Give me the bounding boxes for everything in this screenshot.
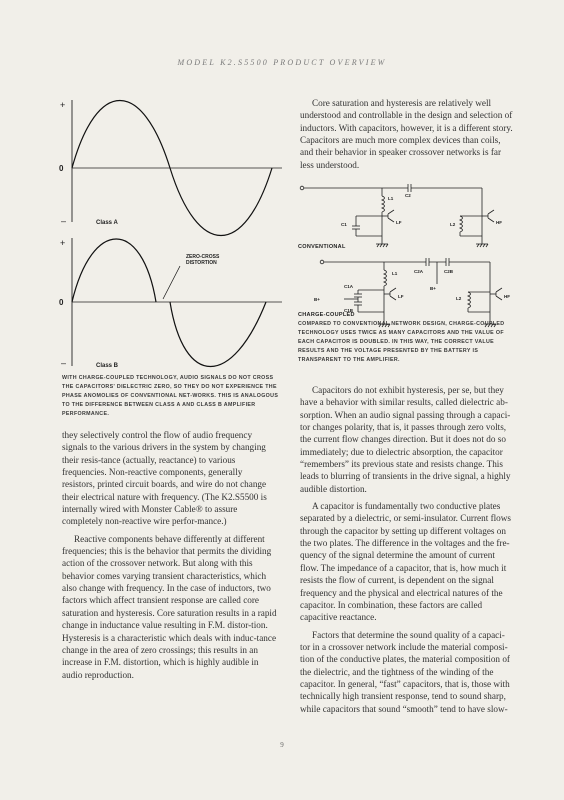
zero-cross-pointer bbox=[163, 266, 180, 299]
class-b-upper-half bbox=[72, 239, 156, 302]
left-paragraph-1: they selectively control the flow of audio frequency signals to the various drivers in the system by changing their resis-tance (actually, reactance) to various frequencies. Non-reactive components, generally resistors, printed circuit boards, and wire do not change their electrical nature with frequency. (The K2.S5500 is internally wired with Monster Cable® to assure completely non-reactive wire perfor-mance.) bbox=[62, 430, 267, 527]
cc-l2-label: L2 bbox=[456, 296, 462, 301]
right-column-body bbox=[300, 384, 514, 720]
class-a-plot bbox=[59, 100, 282, 236]
conventional-label: Conventional bbox=[298, 244, 346, 250]
class-a-label: Class A bbox=[96, 220, 118, 226]
right-top-paragraph: Core saturation and hysteresis are relatively well understood and controllable in the design and selection of inductors. With capacitors, however, it is a different story. Capacitors are much more complex devices than coils, and their behavior in speaker crossover networks is far less understood. bbox=[300, 98, 513, 170]
waveform-caption: WITH CHARGE-COUPLED TECHNOLOGY, AUDIO SIGNALS DO NOT CROSS THE CAPACITORS' DIELECTRIC ZERO, SO THEY DO NOT EXPERIENCE THE PHASE ANOMOLIES OF CONVENTIONAL NET-WORKS. THIS IS ANALOGOUS TO THE DIFFERENCE BETWEEN CLASS A AND CLASS B AMPLIFIER PERFORMANCE. bbox=[62, 375, 279, 417]
zero-cross-label-1: ZERO-CROSS bbox=[186, 254, 220, 260]
class-b-label: Class B bbox=[96, 363, 119, 368]
class-a-minus: – bbox=[61, 216, 67, 226]
right-column-top bbox=[300, 97, 514, 176]
circuit-caption: COMPARED TO CONVENTIONAL NETWORK DESIGN, CHARGE-COUPLED TECHNOLOGY USES TWICE AS MANY CAPACITORS AND THE VALUE OF EACH CAPACITOR IS DOUBLED. IN THIS WAY, THE CORRECT VALUE RESULTS AND THE VOLTAGE PRESENTED BY THE BATTERY IS TRANSPARENT TO THE AMPLIFIER. bbox=[298, 321, 505, 363]
conv-l1-label: L1 bbox=[388, 196, 394, 201]
conventional-network bbox=[300, 184, 494, 247]
charge-coupled-labels bbox=[314, 269, 510, 313]
crossover-circuit-diagram bbox=[296, 180, 521, 330]
conv-lf-label: LF bbox=[396, 220, 402, 225]
running-header: MODEL K2.S5500 PRODUCT OVERVIEW bbox=[177, 58, 387, 67]
page-number: 9 bbox=[280, 741, 284, 749]
conv-l2-label: L2 bbox=[450, 222, 456, 227]
right-paragraph-3: Factors that determine the sound quality of a capaci-tor in a crossover network include the material composi-tion of the conductive plates, the material composition of the dielectric, and the tightness of the winding of the capacitor. In general, “fast” capacitors, that is, those with technically high transient response, tend to sound sharp, while capacitors that sound “smooth” tend to have slow- bbox=[300, 629, 510, 714]
cc-c2b-label: C2B bbox=[444, 269, 454, 274]
class-a-zero: 0 bbox=[59, 164, 64, 173]
conv-hf-label: HF bbox=[496, 220, 502, 225]
cc-bplus1-label: B+ bbox=[314, 297, 320, 302]
right-paragraph-2: A capacitor is fundamentally two conductive plates separated by a dielectric, or semi-insulator. Current flows through the capacitor by setting up different voltages on the two plates. The difference in the voltages and the fre-quency of the signal determine the amount of current flow. The impedance of a capacitor, that is, how much it resists the flow of current, is dependent on the signal frequency and the physical and electrical natures of the capacitor. In combination, these factors are called capacitive reactance. bbox=[300, 501, 511, 623]
cc-lf-label: LF bbox=[398, 294, 404, 299]
cc-c2a-label: C2A bbox=[414, 269, 424, 274]
cc-l1-label: L1 bbox=[392, 271, 398, 276]
class-b-plus: + bbox=[60, 238, 66, 248]
right-paragraph-1: Capacitors do not exhibit hysteresis, per se, but they have a behavior with similar results, called dielectric ab-sorption. When an audio signal passing through a capaci-tor changes polarity, that is, it passes through zero volts, the current flow changes direction. But it does not do so immediately; due to dielectric absorption, the capacitor “remembers” its previous state and resists change. This leads to blurring of transients in the drive signal, a highly audible distortion. bbox=[300, 385, 511, 494]
zero-cross-label-2: DISTORTION bbox=[186, 260, 217, 266]
conv-c2-label: C2 bbox=[405, 193, 411, 198]
cc-c1a-label: C1A bbox=[344, 284, 354, 289]
class-b-minus: – bbox=[61, 358, 67, 368]
waveform-figure bbox=[52, 98, 322, 368]
cc-hf-label: HF bbox=[504, 294, 510, 299]
class-b-zero: 0 bbox=[59, 298, 64, 307]
class-b-plot bbox=[59, 238, 282, 368]
conv-c1-label: C1 bbox=[341, 222, 347, 227]
cc-c1b-label: C1B bbox=[344, 308, 354, 313]
left-column bbox=[62, 429, 277, 686]
left-paragraph-2: Reactive components behave differently at different frequencies; this is the behavior that permits the dividing action of the crossover network. But along with this behavior comes varying transient characteristics, which also change with frequency. In the case of inductors, two factors which affect transient response are called core saturation and hysteresis. Core saturation results in a rapid change in inductance value resulting in F.M. distor-tion. Hysteresis is a characteristic which deals with induc-tance change in the area of zero crossings; this results in an increase in F.M. distortion, which is highly audible in audio reproduction. bbox=[62, 533, 277, 680]
charge-coupled-label: CHARGE-COUPLED bbox=[298, 312, 355, 318]
cc-bplus2-label: B+ bbox=[430, 286, 436, 291]
conventional-network-labels bbox=[341, 193, 502, 227]
class-a-plus: + bbox=[60, 100, 66, 110]
class-b-lower-half bbox=[170, 302, 266, 367]
